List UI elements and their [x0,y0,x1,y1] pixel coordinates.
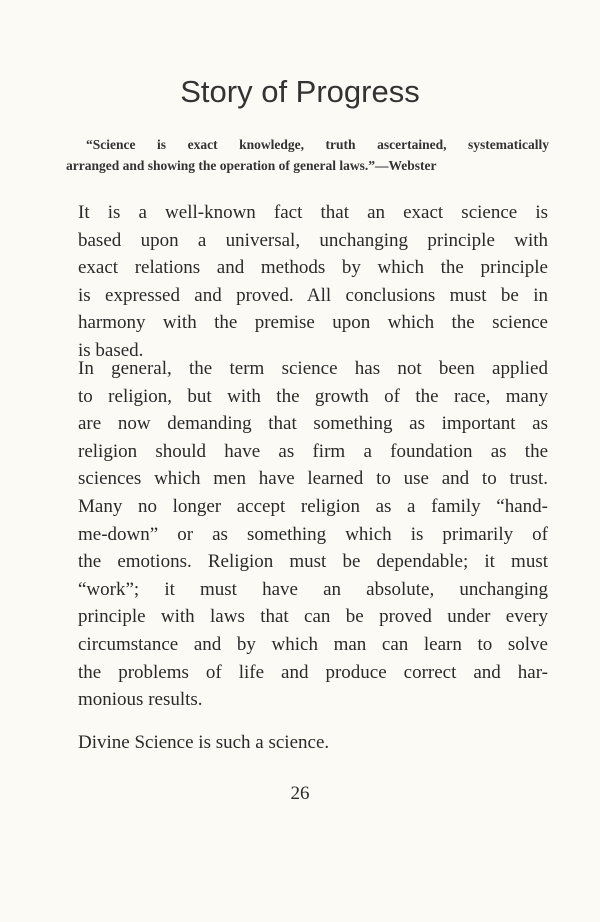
text-line: religion should have as firm a foundation as the [78,440,548,462]
text-line: me-down” or as something which is primarily of [78,523,548,545]
text-line: is based. [78,339,144,361]
text-line: exact relations and methods by which the principle [78,257,548,279]
text-line: “work”; it must have an absolute, unchanging [78,578,548,600]
text-line: It is a well-known fact that an exact science is [78,202,548,223]
text-line: In general, the term science has not been applied [78,358,548,379]
text-line: Many no longer accept religion as a family “hand- [78,495,548,517]
text-line: to religion, but with the growth of the race, many [78,385,548,407]
epigraph-line: “Science is exact knowledge, truth ascertained, systematically [86,137,549,152]
text-line: Divine Science is such a science. [78,732,330,753]
text-line: principle with laws that can be proved under every [78,606,548,628]
text-line: the problems of life and produce correct and har- [78,661,548,683]
epigraph-line: arranged and showing the operation of general laws.”—Webster [66,158,437,173]
epigraph [66,134,549,176]
text-line: monious results. [78,689,203,711]
paragraph-3 [78,729,548,757]
paragraph-1 [78,199,548,365]
text-line: is expressed and proved. All conclusions must be in [78,284,548,306]
page-number: 26 [290,783,310,804]
paragraph-2 [78,355,548,714]
page-title: Story of Progress [180,74,420,109]
text-line: sciences which men have learned to use and to trust. [78,468,548,490]
text-line: circumstance and by which man can learn to solve [78,633,548,655]
text-line: harmony with the premise upon which the science [78,312,548,334]
text-line: the emotions. Religion must be dependable; it must [78,551,548,573]
text-line: based upon a universal, unchanging principle with [78,229,548,251]
text-line: are now demanding that something as important as [78,413,548,435]
